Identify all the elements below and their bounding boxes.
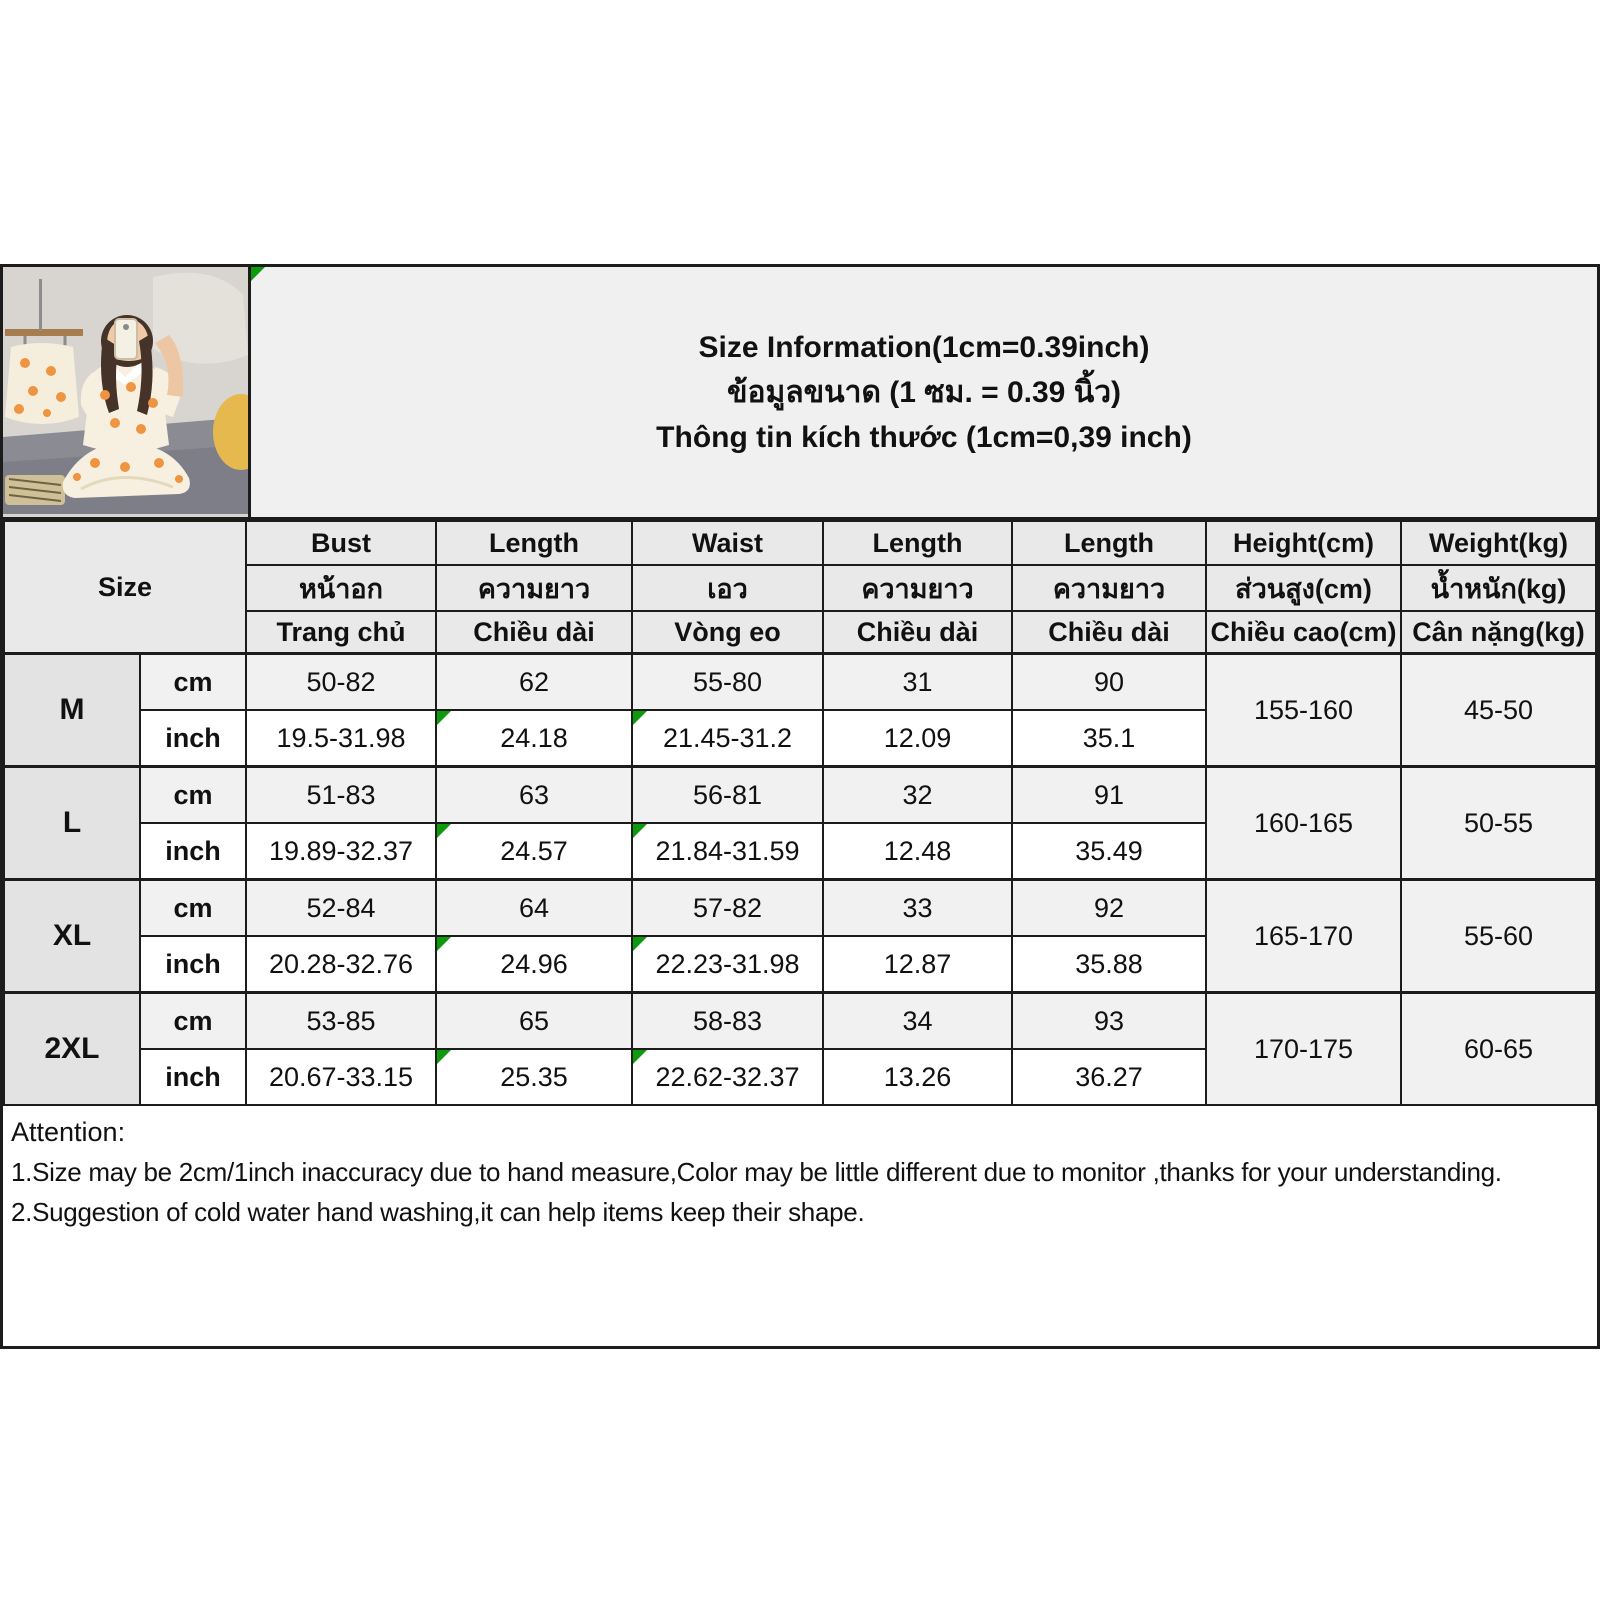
measurement-cell: 33 bbox=[823, 880, 1012, 937]
col-height-th: ส่วนสูง(cm) bbox=[1206, 565, 1401, 611]
col-weight-en: Weight(kg) bbox=[1401, 521, 1596, 565]
attention-title: Attention: bbox=[11, 1117, 126, 1147]
banner-title-vi: Thông tin kích thước (1cm=0,39 inch) bbox=[656, 420, 1192, 454]
col-bust-th: หน้าอก bbox=[246, 565, 436, 611]
size-row-label: L bbox=[4, 767, 140, 880]
height-cell: 155-160 bbox=[1206, 654, 1401, 767]
unit-label-inch: inch bbox=[140, 710, 246, 767]
header-row-en bbox=[4, 521, 1596, 565]
unit-label-cm: cm bbox=[140, 880, 246, 937]
unit-label-cm: cm bbox=[140, 767, 246, 824]
banner-title-th: ข้อมูลขนาด (1 ซม. = 0.39 นิ้ว) bbox=[726, 375, 1122, 409]
col-height-vi: Chiều cao(cm) bbox=[1206, 611, 1401, 654]
measurement-cell: 65 bbox=[436, 993, 632, 1050]
size-chart-sheet bbox=[0, 264, 1600, 1349]
measurement-cell: 93 bbox=[1012, 993, 1206, 1050]
measurement-cell: 12.87 bbox=[823, 936, 1012, 993]
col-weight-vi: Cân nặng(kg) bbox=[1401, 611, 1596, 654]
measurement-cell: 35.49 bbox=[1012, 823, 1206, 880]
measurement-cell: 55-80 bbox=[632, 654, 823, 711]
col-waist-en: Waist bbox=[632, 521, 823, 565]
comment-marker-icon bbox=[633, 937, 647, 951]
measurement-cell: 63 bbox=[436, 767, 632, 824]
weight-cell: 55-60 bbox=[1401, 880, 1596, 993]
col-length2-en: Length bbox=[823, 521, 1012, 565]
unit-label-cm: cm bbox=[140, 654, 246, 711]
row-xl-cm bbox=[4, 880, 1596, 937]
product-photo-illustration bbox=[3, 267, 248, 514]
col-bust-vi: Trang chủ bbox=[246, 611, 436, 654]
weight-cell: 45-50 bbox=[1401, 654, 1596, 767]
size-row-label: M bbox=[4, 654, 140, 767]
size-information-header bbox=[251, 267, 1597, 517]
weight-cell: 60-65 bbox=[1401, 993, 1596, 1106]
col-length1-th: ความยาว bbox=[436, 565, 632, 611]
measurement-cell: 64 bbox=[436, 880, 632, 937]
row-2xl-cm bbox=[4, 993, 1596, 1050]
col-height-en: Height(cm) bbox=[1206, 521, 1401, 565]
col-waist-vi: Vòng eo bbox=[632, 611, 823, 654]
height-cell: 170-175 bbox=[1206, 993, 1401, 1106]
measurement-cell: 35.88 bbox=[1012, 936, 1206, 993]
measurement-cell: 58-83 bbox=[632, 993, 823, 1050]
row-l-cm bbox=[4, 767, 1596, 824]
comment-marker-icon bbox=[437, 711, 451, 725]
unit-label-inch: inch bbox=[140, 823, 246, 880]
comment-marker-icon bbox=[437, 824, 451, 838]
unit-label-inch: inch bbox=[140, 936, 246, 993]
measurement-cell: 12.09 bbox=[823, 710, 1012, 767]
attention-note-1: 1.Size may be 2cm/1inch inaccuracy due to hand measure,Color may be little different due to monitor ,thanks for your understanding. bbox=[11, 1157, 1502, 1187]
col-length2-vi: Chiều dài bbox=[823, 611, 1012, 654]
height-cell: 160-165 bbox=[1206, 767, 1401, 880]
size-header: Size bbox=[4, 521, 246, 654]
banner-title-en: Size Information(1cm=0.39inch) bbox=[698, 330, 1150, 364]
col-weight-th: น้ำหนัก(kg) bbox=[1401, 565, 1596, 611]
measurement-cell: 51-83 bbox=[246, 767, 436, 824]
col-length2-th: ความยาว bbox=[823, 565, 1012, 611]
col-length3-vi: Chiều dài bbox=[1012, 611, 1206, 654]
size-table bbox=[3, 520, 1597, 1106]
col-length3-th: ความยาว bbox=[1012, 565, 1206, 611]
measurement-cell: 22.62-32.37 bbox=[632, 1049, 823, 1105]
measurement-cell: 12.48 bbox=[823, 823, 1012, 880]
measurement-cell: 19.89-32.37 bbox=[246, 823, 436, 880]
measurement-cell: 24.18 bbox=[436, 710, 632, 767]
col-bust-en: Bust bbox=[246, 521, 436, 565]
size-row-label: XL bbox=[4, 880, 140, 993]
measurement-cell: 62 bbox=[436, 654, 632, 711]
measurement-cell: 22.23-31.98 bbox=[632, 936, 823, 993]
measurement-cell: 56-81 bbox=[632, 767, 823, 824]
measurement-cell: 53-85 bbox=[246, 993, 436, 1050]
measurement-cell: 57-82 bbox=[632, 880, 823, 937]
measurement-cell: 90 bbox=[1012, 654, 1206, 711]
size-row-label: 2XL bbox=[4, 993, 140, 1106]
measurement-cell: 13.26 bbox=[823, 1049, 1012, 1105]
measurement-cell: 24.57 bbox=[436, 823, 632, 880]
attention-note-2: 2.Suggestion of cold water hand washing,it can help items keep their shape. bbox=[11, 1197, 865, 1227]
comment-marker-icon bbox=[437, 1050, 451, 1064]
measurement-cell: 91 bbox=[1012, 767, 1206, 824]
product-photo bbox=[3, 267, 251, 517]
unit-label-inch: inch bbox=[140, 1049, 246, 1105]
measurement-cell: 34 bbox=[823, 993, 1012, 1050]
measurement-cell: 24.96 bbox=[436, 936, 632, 993]
measurement-cell: 19.5-31.98 bbox=[246, 710, 436, 767]
measurement-cell: 20.67-33.15 bbox=[246, 1049, 436, 1105]
weight-cell: 50-55 bbox=[1401, 767, 1596, 880]
col-length1-en: Length bbox=[436, 521, 632, 565]
measurement-cell: 21.45-31.2 bbox=[632, 710, 823, 767]
comment-marker-icon bbox=[633, 711, 647, 725]
measurement-cell: 50-82 bbox=[246, 654, 436, 711]
measurement-cell: 92 bbox=[1012, 880, 1206, 937]
unit-label-cm: cm bbox=[140, 993, 246, 1050]
measurement-cell: 31 bbox=[823, 654, 1012, 711]
row-m-cm bbox=[4, 654, 1596, 711]
measurement-cell: 32 bbox=[823, 767, 1012, 824]
attention-section bbox=[3, 1106, 1597, 1346]
comment-marker-icon bbox=[633, 824, 647, 838]
col-waist-th: เอว bbox=[632, 565, 823, 611]
measurement-cell: 36.27 bbox=[1012, 1049, 1206, 1105]
height-cell: 165-170 bbox=[1206, 880, 1401, 993]
measurement-cell: 21.84-31.59 bbox=[632, 823, 823, 880]
col-length3-en: Length bbox=[1012, 521, 1206, 565]
measurement-cell: 35.1 bbox=[1012, 710, 1206, 767]
comment-marker-icon bbox=[633, 1050, 647, 1064]
banner bbox=[3, 267, 1597, 520]
comment-marker-icon bbox=[251, 267, 265, 281]
measurement-cell: 25.35 bbox=[436, 1049, 632, 1105]
measurement-cell: 20.28-32.76 bbox=[246, 936, 436, 993]
col-length1-vi: Chiều dài bbox=[436, 611, 632, 654]
measurement-cell: 52-84 bbox=[246, 880, 436, 937]
comment-marker-icon bbox=[437, 937, 451, 951]
